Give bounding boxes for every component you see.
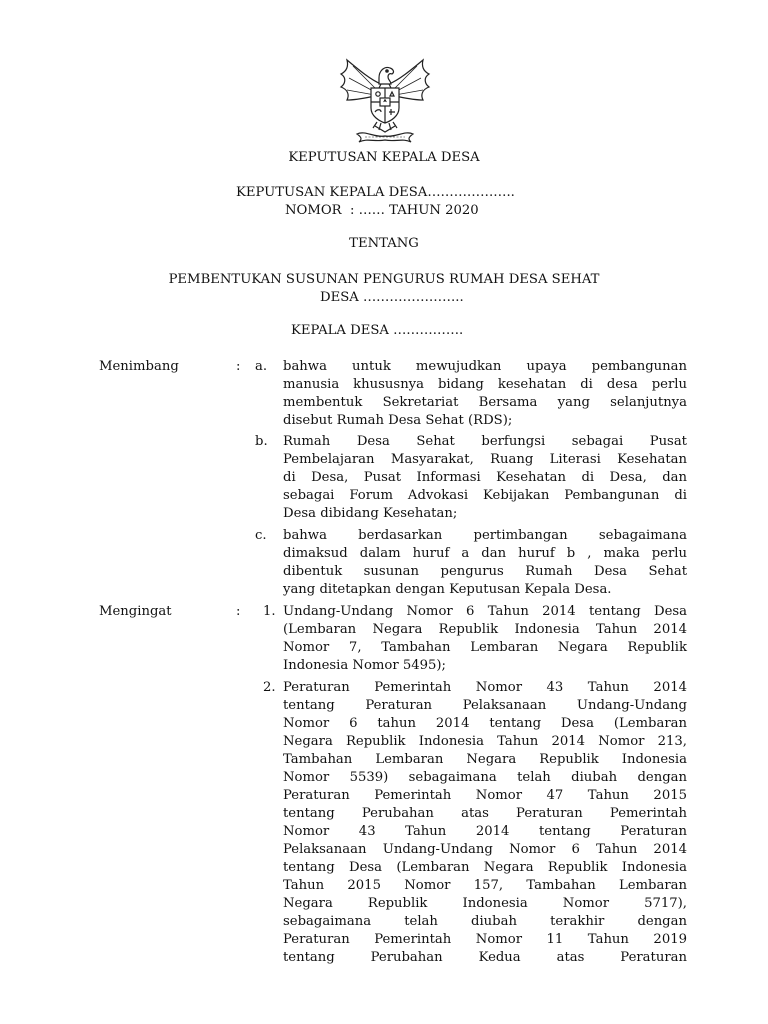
mengingat-1-line: (Lembaran Negara Republik Indonesia Tahun 2014 xyxy=(283,622,687,637)
mengingat-1-marker: 1. xyxy=(263,604,276,619)
mengingat-2-line: tentang Desa (Lembaran Negara Republik Indonesia xyxy=(283,860,687,875)
menimbang-a-line: manusia khususnya bidang kesehatan di desa perlu xyxy=(283,377,687,392)
decree-line: KEPUTUSAN KEPALA DESA……………….. xyxy=(236,185,515,200)
mengingat-2-line: tentang Peraturan Pelaksanaan Undang-Undang xyxy=(283,698,687,713)
menimbang-b-line: Pembelajaran Masyarakat, Ruang Literasi Kesehatan xyxy=(283,452,687,467)
decree-number: NOMOR : …… TAHUN 2020 xyxy=(285,203,479,218)
menimbang-b-line: Desa dibidang Kesehatan; xyxy=(283,506,458,521)
menimbang-c-line: dibentuk susunan pengurus Rumah Desa Sehat xyxy=(283,564,687,579)
document-title: KEPUTUSAN KEPALA DESA xyxy=(288,150,480,165)
menimbang-b-line: sebagai Forum Advokasi Kebijakan Pembangunan di xyxy=(283,488,687,503)
menimbang-colon: : xyxy=(236,359,241,374)
mengingat-1-line: Indonesia Nomor 5495); xyxy=(283,658,446,673)
garuda-emblem-icon xyxy=(335,54,435,144)
mengingat-2-line: Pelaksanaan Undang-Undang Nomor 6 Tahun 2014 xyxy=(283,842,687,857)
mengingat-2-line: Tahun 2015 Nomor 157, Tambahan Lembaran xyxy=(283,878,687,893)
mengingat-2-line: Nomor 5539) sebagaimana telah diubah dengan xyxy=(283,770,687,785)
mengingat-colon: : xyxy=(236,604,241,619)
mengingat-2-line: Negara Republik Indonesia Tahun 2014 Nomor 213, xyxy=(283,734,687,749)
mengingat-2-line: tentang Perubahan Kedua atas Peraturan xyxy=(283,950,687,965)
mengingat-label: Mengingat xyxy=(99,604,172,619)
menimbang-c-line: dimaksud dalam huruf a dan huruf b , maka perlu xyxy=(283,546,687,561)
mengingat-2-marker: 2. xyxy=(263,680,276,695)
menimbang-b-marker: b. xyxy=(255,434,268,449)
mengingat-2-line: Tambahan Lembaran Negara Republik Indonesia xyxy=(283,752,687,767)
mengingat-2-line: Nomor 43 Tahun 2014 tentang Peraturan xyxy=(283,824,687,839)
mengingat-2-line: tentang Perubahan atas Peraturan Pemerintah xyxy=(283,806,687,821)
subject-line-2: DESA ………………….. xyxy=(320,290,464,305)
menimbang-a-marker: a. xyxy=(255,359,268,374)
menimbang-a-line: disebut Rumah Desa Sehat (RDS); xyxy=(283,413,513,428)
mengingat-2-line: Peraturan Pemerintah Nomor 47 Tahun 2015 xyxy=(283,788,687,803)
mengingat-1-line: Undang-Undang Nomor 6 Tahun 2014 tentang Desa xyxy=(283,604,687,619)
menimbang-a-line: bahwa untuk mewujudkan upaya pembangunan xyxy=(283,359,687,374)
village-head-line: KEPALA DESA ……………. xyxy=(291,323,464,338)
menimbang-b-line: Rumah Desa Sehat berfungsi sebagai Pusat xyxy=(283,434,687,449)
mengingat-2-line: sebagaimana telah diubah terakhir dengan xyxy=(283,914,687,929)
mengingat-2-line: Peraturan Pemerintah Nomor 43 Tahun 2014 xyxy=(283,680,687,695)
menimbang-label: Menimbang xyxy=(99,359,179,374)
mengingat-2-line: Peraturan Pemerintah Nomor 11 Tahun 2019 xyxy=(283,932,687,947)
menimbang-c-marker: c. xyxy=(255,528,267,543)
menimbang-a-line: membentuk Sekretariat Bersama yang selanjutnya xyxy=(283,395,687,410)
menimbang-b-line: di Desa, Pusat Informasi Kesehatan di Desa, dan xyxy=(283,470,687,485)
mengingat-1-line: Nomor 7, Tambahan Lembaran Negara Republik xyxy=(283,640,687,655)
subject-line-1: PEMBENTUKAN SUSUNAN PENGURUS RUMAH DESA SEHAT xyxy=(168,272,600,287)
mengingat-2-line: Nomor 6 tahun 2014 tentang Desa (Lembaran xyxy=(283,716,687,731)
about-heading: TENTANG xyxy=(349,236,419,251)
menimbang-c-line: bahwa berdasarkan pertimbangan sebagaimana xyxy=(283,528,687,543)
mengingat-2-line: Negara Republik Indonesia Nomor 5717), xyxy=(283,896,687,911)
menimbang-c-line: yang ditetapkan dengan Keputusan Kepala Desa. xyxy=(283,582,612,597)
